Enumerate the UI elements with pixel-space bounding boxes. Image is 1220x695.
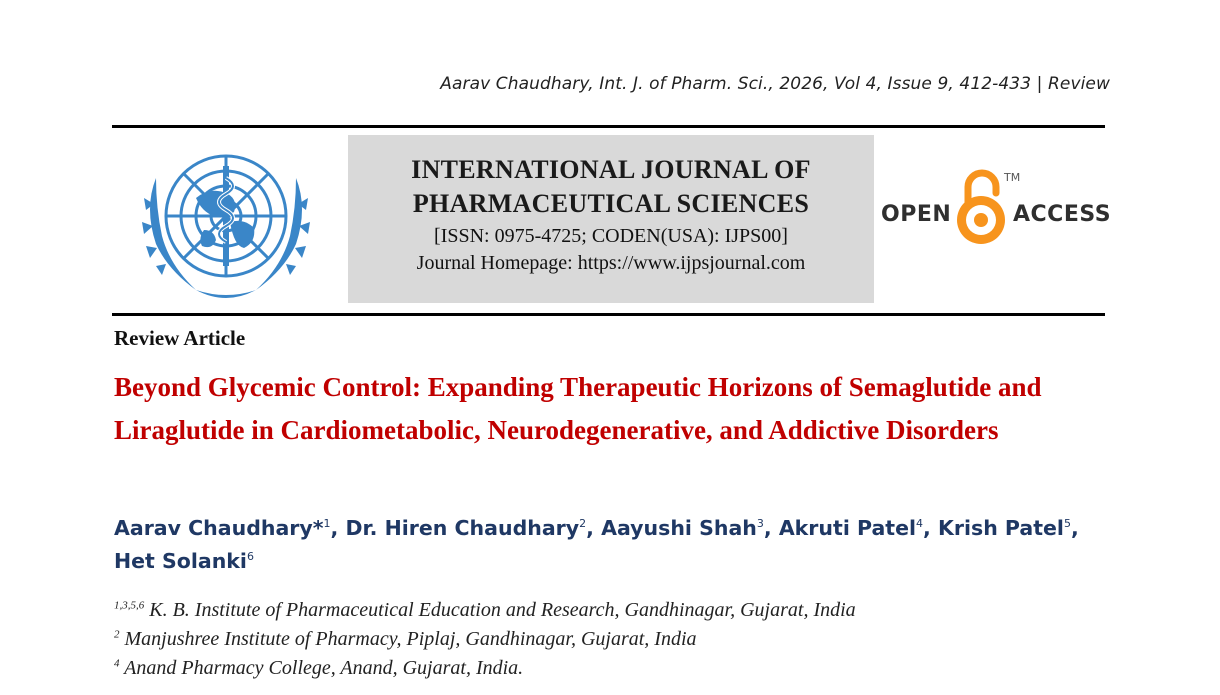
journal-masthead (348, 135, 874, 303)
author-6: Het Solanki$^6$ (114, 549, 254, 573)
article-type: Review Article (114, 326, 246, 350)
open-access-open-label: OPEN (881, 202, 952, 227)
header-rule-top (112, 125, 1105, 128)
author-1: Aarav Chaudhary*$^1$, (114, 516, 346, 540)
article-title: Beyond Glycemic Control: Expanding Therapeutic Horizons of Semaglutide and Liraglutide in Cardiometabolic, Neurodegenerative, and Addictive Disorders (114, 372, 1042, 445)
header-rule-bottom (112, 313, 1105, 316)
affiliation-1: $^{1,3,5,6}$ K. B. Institute of Pharmaceutical Education and Research, Gandhinagar, Gujarat, India (114, 599, 856, 621)
author-list (114, 512, 1104, 578)
journal-homepage: Journal Homepage: https://www.ijpsjournal.com (416, 252, 806, 274)
author-4: Akruti Patel$^4$, (778, 516, 938, 540)
affiliation-2: $^2$ Manjushree Institute of Pharmacy, Piplaj, Gandhinagar, Gujarat, India (114, 628, 697, 650)
journal-emblem-icon (126, 138, 326, 310)
affiliation-3: $^4$ Anand Pharmacy College, Anand, Gujarat, India. (114, 657, 524, 679)
open-access-trademark: TM (1004, 171, 1021, 184)
journal-name-line1: INTERNATIONAL JOURNAL OF (411, 155, 811, 184)
journal-issn: [ISSN: 0975-4725; CODEN(USA): IJPS00] (434, 225, 788, 247)
running-head: Aarav Chaudhary, Int. J. of Pharm. Sci., 2026, Vol 4, Issue 9, 412-433 | Review (440, 74, 1110, 94)
open-access-access-label: ACCESS (1013, 202, 1112, 227)
journal-name-line2: PHARMACEUTICAL SCIENCES (412, 189, 810, 218)
author-2: Dr. Hiren Chaudhary$^2$, (345, 516, 602, 540)
author-5: Krish Patel$^5$, (937, 516, 1079, 540)
author-3: Aayushi Shah$^3$, (601, 516, 779, 540)
